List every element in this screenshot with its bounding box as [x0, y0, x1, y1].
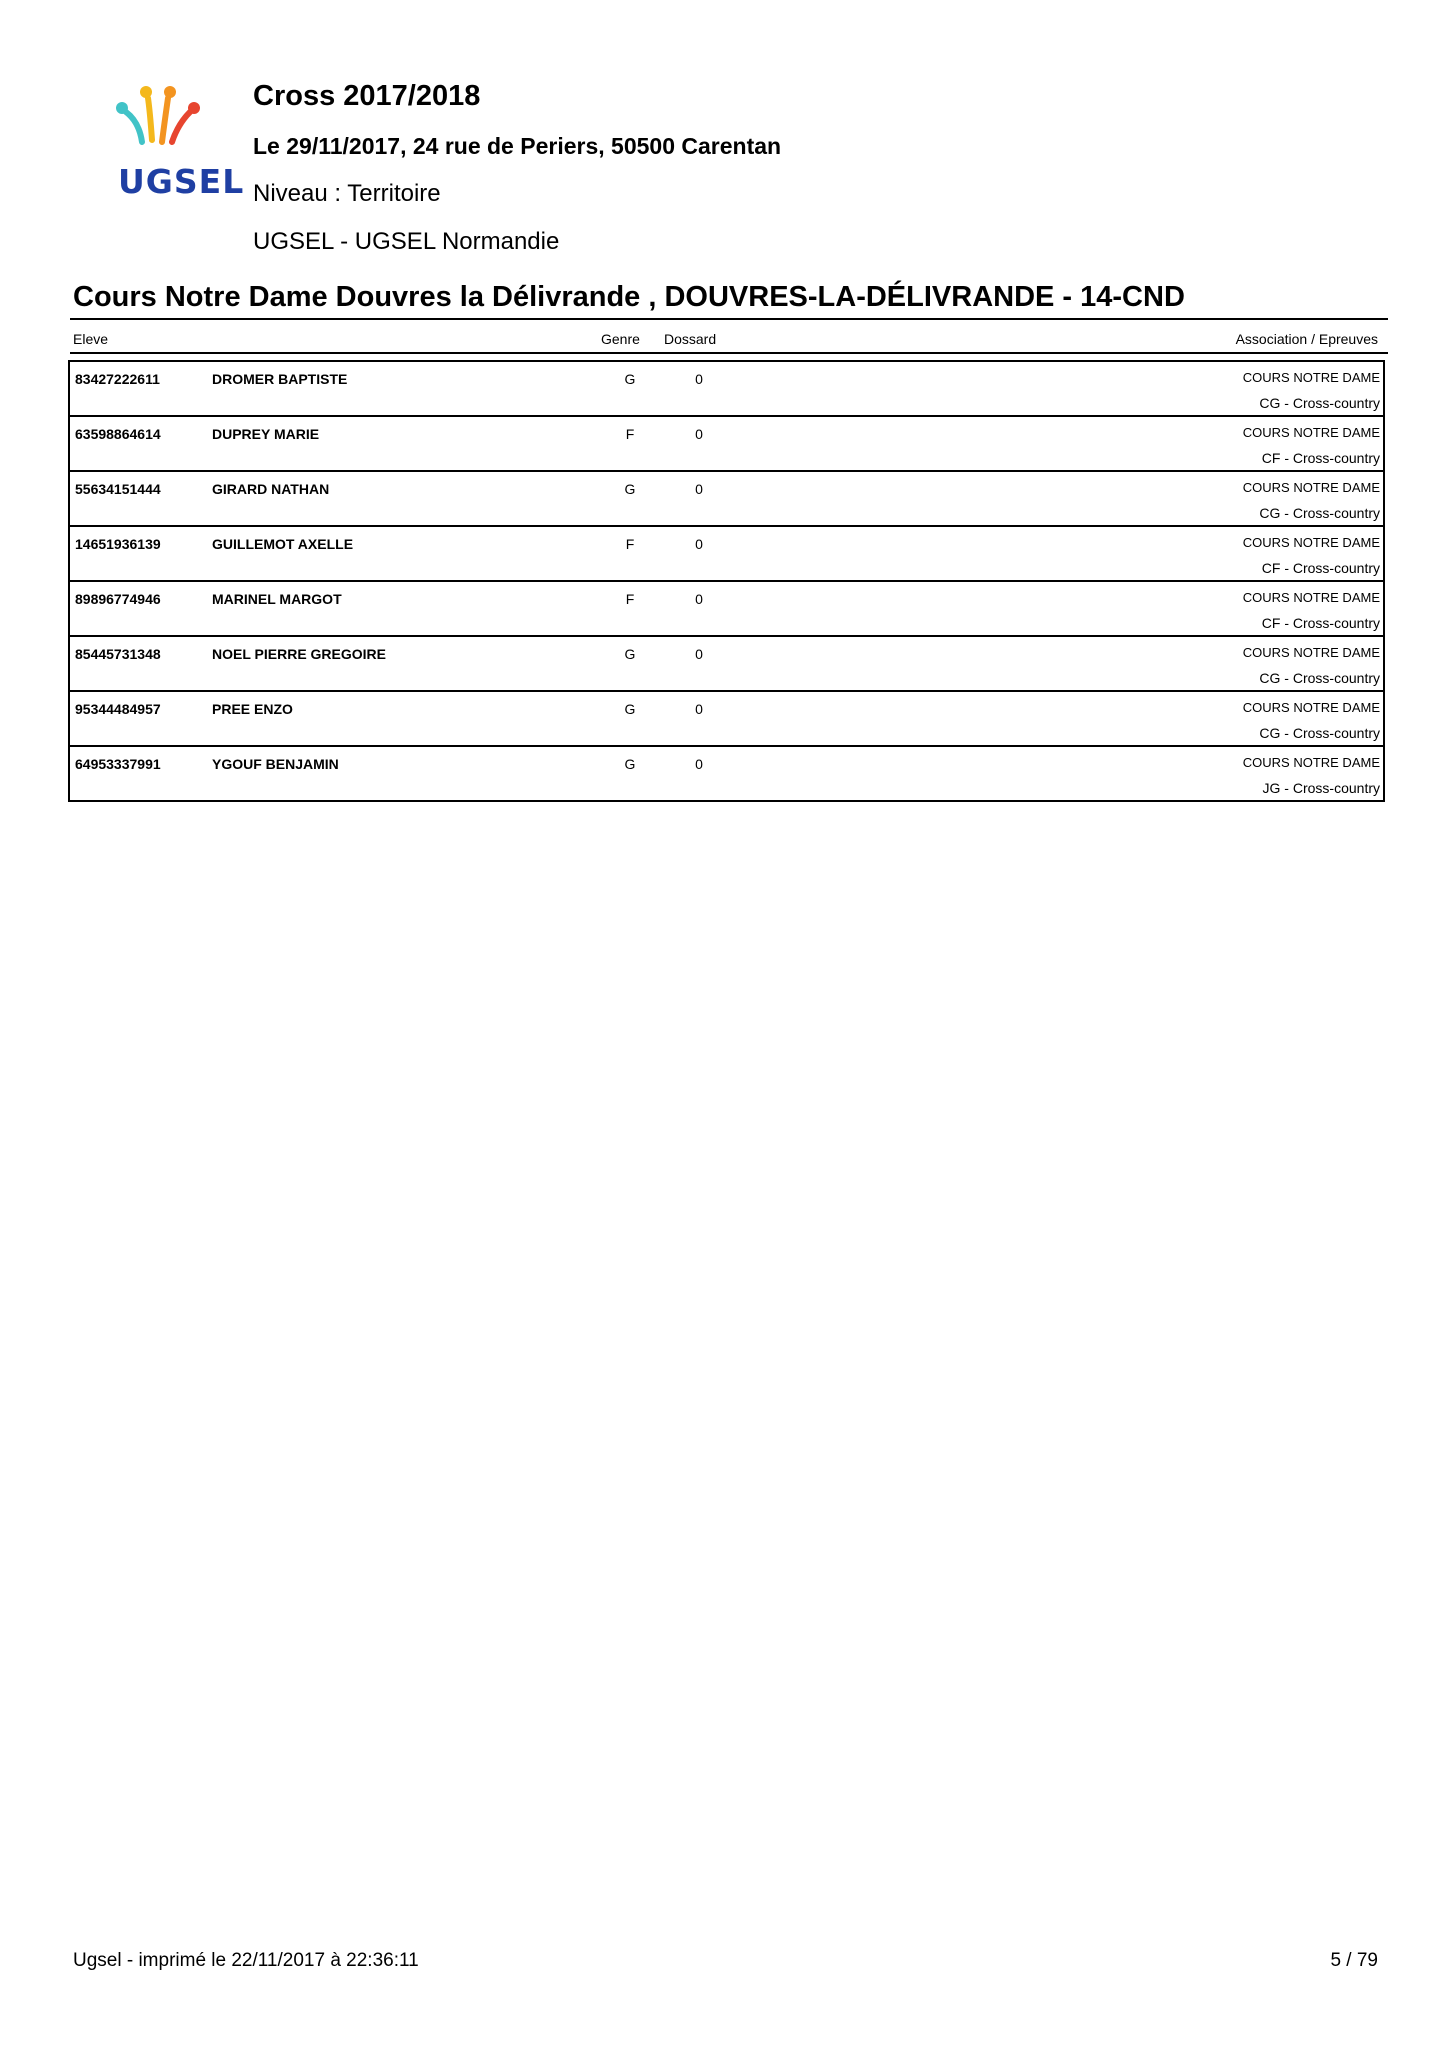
student-id: 14651936139	[75, 536, 161, 552]
page-number: 5 / 79	[1330, 1950, 1378, 1971]
student-association: COURS NOTRE DAME	[1242, 370, 1380, 385]
student-association: COURS NOTRE DAME	[1242, 425, 1380, 440]
student-name: GUILLEMOT AXELLE	[212, 536, 354, 552]
student-name: YGOUF BENJAMIN	[212, 756, 339, 772]
student-event: CG - Cross-country	[1259, 505, 1380, 521]
school-heading: Cours Notre Dame Douvres la Délivrande , DOUVRES-LA-DÉLIVRANDE - 14-CND	[73, 281, 1185, 313]
student-genre: G	[624, 481, 636, 497]
student-id: 63598864614	[75, 426, 161, 442]
student-dossard: 0	[695, 536, 703, 552]
student-event: CG - Cross-country	[1259, 395, 1380, 411]
student-association: COURS NOTRE DAME	[1242, 700, 1380, 715]
student-dossard: 0	[695, 756, 703, 772]
column-header-divider	[70, 352, 1388, 354]
student-genre: F	[625, 426, 635, 442]
student-association: COURS NOTRE DAME	[1242, 590, 1380, 605]
student-id: 95344484957	[75, 701, 161, 717]
table-row	[70, 415, 1383, 470]
student-dossard: 0	[695, 481, 703, 497]
table-row	[70, 470, 1383, 525]
student-name: MARINEL MARGOT	[212, 591, 342, 607]
column-header-genre: Genre	[601, 331, 640, 347]
column-header-eleve: Eleve	[73, 331, 109, 347]
student-event: CG - Cross-country	[1259, 725, 1380, 741]
student-name: DROMER BAPTISTE	[212, 371, 348, 387]
table-row	[70, 525, 1383, 580]
page-title: Cross 2017/2018	[253, 80, 481, 112]
student-association: COURS NOTRE DAME	[1242, 535, 1380, 550]
student-id: 89896774946	[75, 591, 161, 607]
student-event: CF - Cross-country	[1261, 450, 1380, 466]
event-date-location: Le 29/11/2017, 24 rue de Periers, 50500 Carentan	[253, 133, 782, 159]
column-header-association: Association / Epreuves	[1235, 331, 1378, 347]
student-dossard: 0	[695, 426, 703, 442]
print-timestamp: Ugsel - imprimé le 22/11/2017 à 22:36:11	[73, 1950, 419, 1971]
student-genre: F	[625, 591, 635, 607]
student-id: 83427222611	[75, 371, 160, 387]
organization-label: UGSEL - UGSEL Normandie	[253, 228, 560, 255]
heading-divider	[70, 318, 1388, 320]
student-id: 64953337991	[75, 756, 161, 772]
student-genre: G	[624, 701, 636, 717]
student-genre: G	[624, 646, 636, 662]
student-name: NOEL PIERRE GREGOIRE	[212, 646, 386, 662]
student-genre: F	[625, 536, 635, 552]
table-row	[70, 360, 1383, 415]
student-event: CF - Cross-country	[1261, 615, 1380, 631]
ugsel-figures-icon	[104, 82, 234, 162]
student-name: DUPREY MARIE	[212, 426, 320, 442]
student-association: COURS NOTRE DAME	[1242, 755, 1380, 770]
student-association: COURS NOTRE DAME	[1242, 480, 1380, 495]
column-header-dossard: Dossard	[664, 331, 717, 347]
participants-table	[68, 360, 1385, 802]
logo-wordmark: UGSEL	[118, 162, 245, 201]
student-id: 85445731348	[75, 646, 161, 662]
student-genre: G	[624, 756, 636, 772]
table-row	[70, 690, 1383, 745]
student-event: CF - Cross-country	[1261, 560, 1380, 576]
table-row	[70, 580, 1383, 635]
student-dossard: 0	[695, 646, 703, 662]
student-name: PREE ENZO	[212, 701, 293, 717]
student-id: 55634151444	[75, 481, 161, 497]
student-event: JG - Cross-country	[1262, 780, 1380, 796]
student-dossard: 0	[695, 701, 703, 717]
student-event: CG - Cross-country	[1259, 670, 1380, 686]
ugsel-logo	[104, 82, 245, 202]
student-genre: G	[624, 371, 636, 387]
table-row	[70, 635, 1383, 690]
student-name: GIRARD NATHAN	[212, 481, 330, 497]
student-dossard: 0	[695, 371, 703, 387]
table-row	[70, 745, 1383, 800]
student-dossard: 0	[695, 591, 703, 607]
level-label: Niveau : Territoire	[253, 180, 441, 207]
student-association: COURS NOTRE DAME	[1242, 645, 1380, 660]
